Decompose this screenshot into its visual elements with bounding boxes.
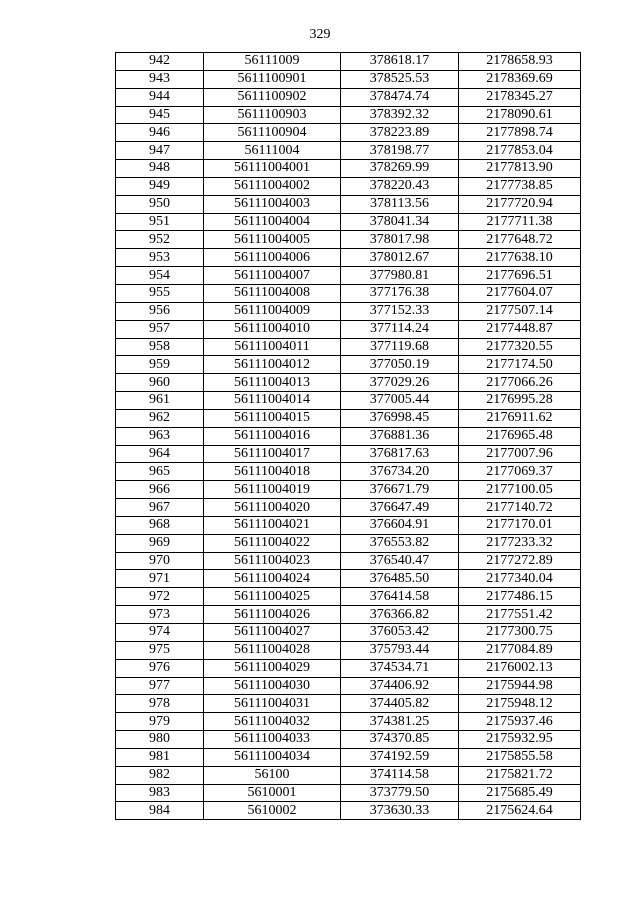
row-number-cell: 977 (116, 677, 204, 695)
x-coordinate-cell: 374381.25 (341, 713, 459, 731)
point-id-cell: 56111004002 (204, 177, 341, 195)
row-number-cell: 961 (116, 392, 204, 410)
x-coordinate-cell: 378618.17 (341, 53, 459, 71)
row-number-cell: 956 (116, 302, 204, 320)
row-number-cell: 980 (116, 731, 204, 749)
x-coordinate-cell: 377119.68 (341, 338, 459, 356)
y-coordinate-cell: 2177007.96 (459, 445, 581, 463)
table-row (116, 374, 581, 392)
x-coordinate-cell: 376647.49 (341, 499, 459, 517)
table-row (116, 606, 581, 624)
table-row (116, 481, 581, 499)
point-id-cell: 5610002 (204, 802, 341, 820)
y-coordinate-cell: 2176995.28 (459, 392, 581, 410)
y-coordinate-cell: 2175948.12 (459, 695, 581, 713)
point-id-cell: 5610001 (204, 784, 341, 802)
y-coordinate-cell: 2177720.94 (459, 195, 581, 213)
y-coordinate-cell: 2175855.58 (459, 748, 581, 766)
table-row (116, 445, 581, 463)
point-id-cell: 56111004009 (204, 302, 341, 320)
row-number-cell: 974 (116, 624, 204, 642)
y-coordinate-cell: 2177340.04 (459, 570, 581, 588)
table-row (116, 338, 581, 356)
row-number-cell: 970 (116, 552, 204, 570)
point-id-cell: 56111004016 (204, 427, 341, 445)
y-coordinate-cell: 2177272.89 (459, 552, 581, 570)
y-coordinate-cell: 2177898.74 (459, 124, 581, 142)
table-row (116, 124, 581, 142)
table-row (116, 802, 581, 820)
row-number-cell: 965 (116, 463, 204, 481)
point-id-cell: 56111004030 (204, 677, 341, 695)
row-number-cell: 975 (116, 641, 204, 659)
row-number-cell: 963 (116, 427, 204, 445)
y-coordinate-cell: 2177638.10 (459, 249, 581, 267)
point-id-cell: 56111004005 (204, 231, 341, 249)
point-id-cell: 56111004013 (204, 374, 341, 392)
row-number-cell: 964 (116, 445, 204, 463)
point-id-cell: 56111004018 (204, 463, 341, 481)
x-coordinate-cell: 378220.43 (341, 177, 459, 195)
point-id-cell: 56111004022 (204, 534, 341, 552)
point-id-cell: 56111004025 (204, 588, 341, 606)
x-coordinate-cell: 374406.92 (341, 677, 459, 695)
row-number-cell: 958 (116, 338, 204, 356)
y-coordinate-cell: 2175821.72 (459, 766, 581, 784)
coordinates-table (115, 52, 581, 820)
table-row (116, 463, 581, 481)
row-number-cell: 966 (116, 481, 204, 499)
x-coordinate-cell: 376414.58 (341, 588, 459, 606)
y-coordinate-cell: 2177100.05 (459, 481, 581, 499)
table-row (116, 88, 581, 106)
y-coordinate-cell: 2177300.75 (459, 624, 581, 642)
x-coordinate-cell: 373779.50 (341, 784, 459, 802)
x-coordinate-cell: 378525.53 (341, 70, 459, 88)
y-coordinate-cell: 2176911.62 (459, 409, 581, 427)
row-number-cell: 946 (116, 124, 204, 142)
table-row (116, 713, 581, 731)
coordinates-table-body (116, 53, 581, 820)
x-coordinate-cell: 377114.24 (341, 320, 459, 338)
row-number-cell: 948 (116, 160, 204, 178)
row-number-cell: 973 (116, 606, 204, 624)
x-coordinate-cell: 378198.77 (341, 142, 459, 160)
point-id-cell: 56111004012 (204, 356, 341, 374)
x-coordinate-cell: 376485.50 (341, 570, 459, 588)
row-number-cell: 972 (116, 588, 204, 606)
table-row (116, 552, 581, 570)
table-row (116, 570, 581, 588)
y-coordinate-cell: 2177648.72 (459, 231, 581, 249)
table-row (116, 177, 581, 195)
x-coordinate-cell: 374370.85 (341, 731, 459, 749)
x-coordinate-cell: 376540.47 (341, 552, 459, 570)
y-coordinate-cell: 2177174.50 (459, 356, 581, 374)
x-coordinate-cell: 373630.33 (341, 802, 459, 820)
y-coordinate-cell: 2178090.61 (459, 106, 581, 124)
row-number-cell: 944 (116, 88, 204, 106)
table-row (116, 267, 581, 285)
y-coordinate-cell: 2177448.87 (459, 320, 581, 338)
point-id-cell: 56111004001 (204, 160, 341, 178)
y-coordinate-cell: 2175937.46 (459, 713, 581, 731)
table-row (116, 516, 581, 534)
row-number-cell: 969 (116, 534, 204, 552)
x-coordinate-cell: 376671.79 (341, 481, 459, 499)
table-row (116, 70, 581, 88)
point-id-cell: 56100 (204, 766, 341, 784)
table-row (116, 588, 581, 606)
row-number-cell: 947 (116, 142, 204, 160)
row-number-cell: 968 (116, 516, 204, 534)
point-id-cell: 5611100904 (204, 124, 341, 142)
table-row (116, 213, 581, 231)
row-number-cell: 954 (116, 267, 204, 285)
x-coordinate-cell: 378041.34 (341, 213, 459, 231)
row-number-cell: 945 (116, 106, 204, 124)
table-row (116, 784, 581, 802)
x-coordinate-cell: 377152.33 (341, 302, 459, 320)
x-coordinate-cell: 376734.20 (341, 463, 459, 481)
y-coordinate-cell: 2177738.85 (459, 177, 581, 195)
point-id-cell: 56111004019 (204, 481, 341, 499)
row-number-cell: 984 (116, 802, 204, 820)
table-row (116, 320, 581, 338)
point-id-cell: 56111004017 (204, 445, 341, 463)
x-coordinate-cell: 377176.38 (341, 284, 459, 302)
point-id-cell: 56111004020 (204, 499, 341, 517)
y-coordinate-cell: 2175932.95 (459, 731, 581, 749)
table-row (116, 249, 581, 267)
point-id-cell: 56111009 (204, 53, 341, 71)
x-coordinate-cell: 374114.58 (341, 766, 459, 784)
point-id-cell: 56111004029 (204, 659, 341, 677)
point-id-cell: 56111004033 (204, 731, 341, 749)
table-row (116, 748, 581, 766)
page-number: 329 (309, 27, 331, 42)
row-number-cell: 971 (116, 570, 204, 588)
point-id-cell: 56111004006 (204, 249, 341, 267)
row-number-cell: 949 (116, 177, 204, 195)
point-id-cell: 56111004014 (204, 392, 341, 410)
row-number-cell: 953 (116, 249, 204, 267)
y-coordinate-cell: 2175685.49 (459, 784, 581, 802)
row-number-cell: 957 (116, 320, 204, 338)
row-number-cell: 962 (116, 409, 204, 427)
table-row (116, 231, 581, 249)
y-coordinate-cell: 2177551.42 (459, 606, 581, 624)
point-id-cell: 56111004026 (204, 606, 341, 624)
table-row (116, 284, 581, 302)
y-coordinate-cell: 2175624.64 (459, 802, 581, 820)
y-coordinate-cell: 2177486.15 (459, 588, 581, 606)
y-coordinate-cell: 2176002.13 (459, 659, 581, 677)
row-number-cell: 952 (116, 231, 204, 249)
point-id-cell: 56111004028 (204, 641, 341, 659)
table-row (116, 766, 581, 784)
point-id-cell: 56111004021 (204, 516, 341, 534)
x-coordinate-cell: 376553.82 (341, 534, 459, 552)
row-number-cell: 950 (116, 195, 204, 213)
x-coordinate-cell: 378012.67 (341, 249, 459, 267)
y-coordinate-cell: 2177696.51 (459, 267, 581, 285)
y-coordinate-cell: 2177813.90 (459, 160, 581, 178)
x-coordinate-cell: 377005.44 (341, 392, 459, 410)
table-row (116, 160, 581, 178)
row-number-cell: 960 (116, 374, 204, 392)
point-id-cell: 56111004011 (204, 338, 341, 356)
table-row (116, 409, 581, 427)
x-coordinate-cell: 376817.63 (341, 445, 459, 463)
table-row (116, 534, 581, 552)
table-row (116, 356, 581, 374)
y-coordinate-cell: 2178658.93 (459, 53, 581, 71)
table-row (116, 499, 581, 517)
x-coordinate-cell: 377980.81 (341, 267, 459, 285)
y-coordinate-cell: 2177066.26 (459, 374, 581, 392)
x-coordinate-cell: 374534.71 (341, 659, 459, 677)
x-coordinate-cell: 378269.99 (341, 160, 459, 178)
table-row (116, 53, 581, 71)
row-number-cell: 976 (116, 659, 204, 677)
table-row (116, 392, 581, 410)
row-number-cell: 951 (116, 213, 204, 231)
point-id-cell: 56111004007 (204, 267, 341, 285)
row-number-cell: 955 (116, 284, 204, 302)
point-id-cell: 56111004003 (204, 195, 341, 213)
point-id-cell: 5611100901 (204, 70, 341, 88)
table-row (116, 695, 581, 713)
row-number-cell: 978 (116, 695, 204, 713)
point-id-cell: 56111004032 (204, 713, 341, 731)
point-id-cell: 5611100903 (204, 106, 341, 124)
table-row (116, 641, 581, 659)
point-id-cell: 56111004015 (204, 409, 341, 427)
point-id-cell: 56111004024 (204, 570, 341, 588)
x-coordinate-cell: 376366.82 (341, 606, 459, 624)
x-coordinate-cell: 374405.82 (341, 695, 459, 713)
row-number-cell: 943 (116, 70, 204, 88)
point-id-cell: 56111004031 (204, 695, 341, 713)
table-row (116, 624, 581, 642)
y-coordinate-cell: 2177507.14 (459, 302, 581, 320)
row-number-cell: 967 (116, 499, 204, 517)
point-id-cell: 5611100902 (204, 88, 341, 106)
x-coordinate-cell: 378474.74 (341, 88, 459, 106)
table-row (116, 659, 581, 677)
x-coordinate-cell: 377050.19 (341, 356, 459, 374)
point-id-cell: 56111004034 (204, 748, 341, 766)
point-id-cell: 56111004008 (204, 284, 341, 302)
x-coordinate-cell: 374192.59 (341, 748, 459, 766)
point-id-cell: 56111004027 (204, 624, 341, 642)
y-coordinate-cell: 2177604.07 (459, 284, 581, 302)
table-row (116, 677, 581, 695)
x-coordinate-cell: 377029.26 (341, 374, 459, 392)
table-row (116, 731, 581, 749)
x-coordinate-cell: 376881.36 (341, 427, 459, 445)
y-coordinate-cell: 2177170.01 (459, 516, 581, 534)
x-coordinate-cell: 375793.44 (341, 641, 459, 659)
y-coordinate-cell: 2177069.37 (459, 463, 581, 481)
x-coordinate-cell: 378113.56 (341, 195, 459, 213)
y-coordinate-cell: 2178369.69 (459, 70, 581, 88)
x-coordinate-cell: 376998.45 (341, 409, 459, 427)
row-number-cell: 959 (116, 356, 204, 374)
y-coordinate-cell: 2177853.04 (459, 142, 581, 160)
point-id-cell: 56111004004 (204, 213, 341, 231)
y-coordinate-cell: 2178345.27 (459, 88, 581, 106)
table-row (116, 195, 581, 213)
table-row (116, 142, 581, 160)
y-coordinate-cell: 2177320.55 (459, 338, 581, 356)
x-coordinate-cell: 378017.98 (341, 231, 459, 249)
table-row (116, 427, 581, 445)
y-coordinate-cell: 2176965.48 (459, 427, 581, 445)
table-row (116, 106, 581, 124)
x-coordinate-cell: 378392.32 (341, 106, 459, 124)
y-coordinate-cell: 2177084.89 (459, 641, 581, 659)
row-number-cell: 981 (116, 748, 204, 766)
row-number-cell: 982 (116, 766, 204, 784)
y-coordinate-cell: 2175944.98 (459, 677, 581, 695)
point-id-cell: 56111004010 (204, 320, 341, 338)
point-id-cell: 56111004 (204, 142, 341, 160)
x-coordinate-cell: 376053.42 (341, 624, 459, 642)
row-number-cell: 983 (116, 784, 204, 802)
point-id-cell: 56111004023 (204, 552, 341, 570)
x-coordinate-cell: 378223.89 (341, 124, 459, 142)
y-coordinate-cell: 2177233.32 (459, 534, 581, 552)
row-number-cell: 979 (116, 713, 204, 731)
y-coordinate-cell: 2177140.72 (459, 499, 581, 517)
row-number-cell: 942 (116, 53, 204, 71)
x-coordinate-cell: 376604.91 (341, 516, 459, 534)
table-row (116, 302, 581, 320)
y-coordinate-cell: 2177711.38 (459, 213, 581, 231)
